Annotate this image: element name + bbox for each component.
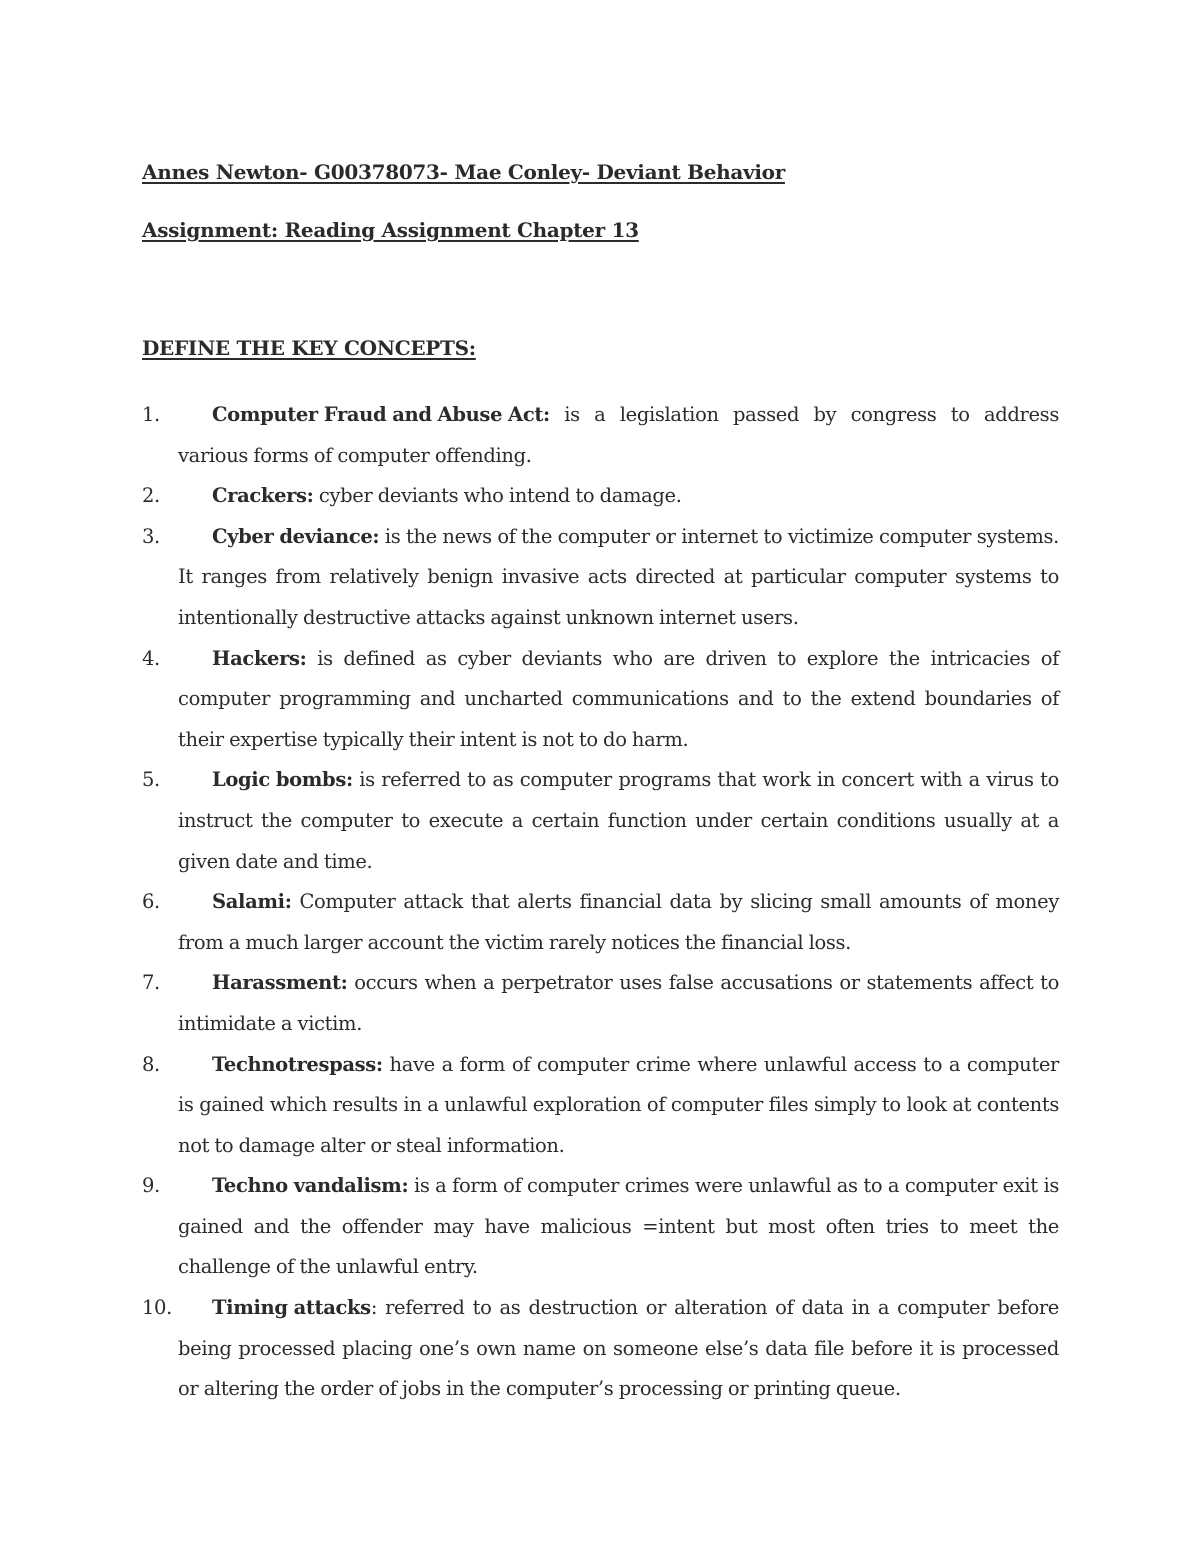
definition-term: Harassment:	[212, 971, 348, 995]
definitions-list	[142, 395, 1059, 1410]
section-heading: DEFINE THE KEY CONCEPTS:	[142, 336, 476, 360]
definition-item	[142, 476, 1059, 517]
definition-term: Cyber deviance:	[212, 524, 380, 548]
definition-item	[142, 963, 1059, 1044]
definition-term: Timing attacks	[212, 1296, 371, 1320]
definition-text: : referred to as destruction or alteration of data in a computer before being processed placing one’s own name on someone else’s data file before it is processed or altering the order of jobs in the computer’s processing or printing queue.	[178, 1296, 1059, 1401]
definition-term: Techno vandalism:	[212, 1174, 409, 1198]
definition-term: Hackers:	[212, 646, 307, 670]
definition-term: Logic bombs:	[212, 768, 353, 792]
definition-text: is a form of computer crimes were unlawful as to a computer exit is gained and the offender may have malicious =intent but most often tries to meet the challenge of the unlawful entry.	[178, 1174, 1059, 1279]
definition-item	[142, 882, 1059, 963]
definition-item	[142, 1045, 1059, 1167]
definition-item	[142, 517, 1059, 639]
definition-number: 10.	[142, 1296, 172, 1320]
definition-item	[142, 639, 1059, 761]
definition-item	[142, 1166, 1059, 1288]
definition-number: 1.	[142, 403, 160, 426]
definition-text: is a legislation passed by congress to address various forms of computer offending.	[178, 403, 1059, 467]
definition-item	[142, 760, 1059, 882]
definition-item	[142, 395, 1059, 476]
definition-text: have a form of computer crime where unlawful access to a computer is gained which results in a unlawful exploration of computer files simply to look at contents not to damage alter or steal information.	[178, 1052, 1059, 1157]
definition-term: Salami:	[212, 890, 292, 914]
definition-number: 2.	[142, 484, 160, 508]
definition-text: is defined as cyber deviants who are driven to explore the intricacies of computer programming and uncharted communications and to the extend boundaries of their expertise typically their intent is not to do harm.	[178, 646, 1059, 751]
definition-number: 3.	[142, 524, 160, 548]
definition-number: 8.	[142, 1052, 160, 1076]
definition-number: 5.	[142, 768, 160, 792]
definition-number: 6.	[142, 890, 160, 914]
definition-term: Computer Fraud and Abuse Act:	[212, 403, 550, 426]
assignment-line: Assignment: Reading Assignment Chapter 13	[142, 218, 639, 242]
definition-text: occurs when a perpetrator uses false accusations or statements affect to intimidate a victim.	[178, 971, 1059, 1035]
definition-number: 9.	[142, 1174, 160, 1198]
definition-text: is the news of the computer or internet to victimize computer systems. It ranges from relatively benign invasive acts directed at particular computer systems to intentionally destructive attacks against unknown internet users.	[178, 524, 1059, 629]
definition-text: Computer attack that alerts financial data by slicing small amounts of money from a much larger account the victim rarely notices the financial loss.	[178, 890, 1059, 954]
definition-text: is referred to as computer programs that work in concert with a virus to instruct the computer to execute a certain function under certain conditions usually at a given date and time.	[178, 768, 1059, 873]
definition-item	[142, 1288, 1059, 1410]
definition-term: Technotrespass:	[212, 1052, 383, 1076]
document-header-line: Annes Newton- G00378073- Mae Conley- Deviant Behavior	[142, 160, 785, 184]
definition-number: 4.	[142, 646, 160, 670]
definition-text: cyber deviants who intend to damage.	[313, 484, 682, 508]
definition-term: Crackers:	[212, 484, 314, 508]
definition-number: 7.	[142, 971, 160, 995]
